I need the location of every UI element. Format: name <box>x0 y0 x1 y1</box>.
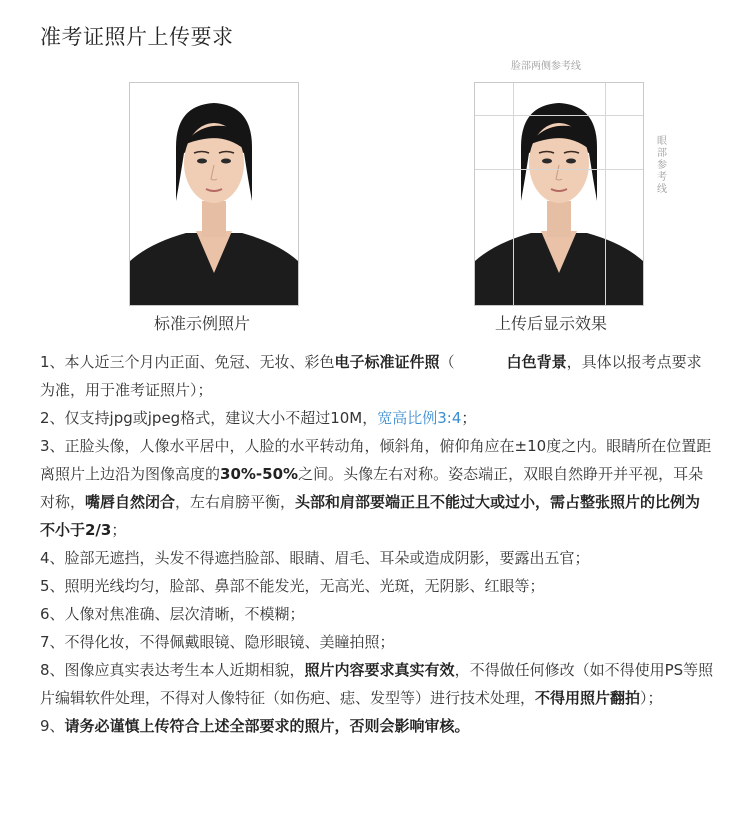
requirement-text: 8、图像应真实表达考生本人近期相貌， <box>40 661 305 679</box>
requirement-emphasis: 不得用照片翻拍 <box>535 689 641 707</box>
requirement-text: ； <box>111 521 127 539</box>
face-guide-line-left <box>513 83 514 305</box>
uploaded-photo-caption: 上传后显示效果 <box>495 314 608 333</box>
page-title: 准考证照片上传要求 <box>40 25 234 49</box>
requirement-text: ； <box>461 409 477 427</box>
requirement-emphasis: 照片内容要求真实有效 <box>304 661 455 679</box>
face-guide-line-right <box>605 83 606 305</box>
requirement-item <box>40 404 715 432</box>
requirement-item: 6、人像对焦准确、层次清晰，不模糊； <box>40 605 305 623</box>
requirement-item <box>40 348 715 404</box>
portrait-illustration <box>475 83 643 305</box>
requirement-emphasis: 30%-50% <box>220 465 299 483</box>
requirement-text: ，不得做任何修改（如不得使用PS等照片编辑软件处理，不得对人像特征（如伤疤、痣、发型等）进行技术处理， <box>40 661 714 707</box>
cropped-header-strip <box>0 0 745 6</box>
requirement-emphasis: 头部和肩部要端正且不能过大或过小，需占整张照片的比例为不小于2/3 <box>40 493 701 539</box>
requirement-text: 之间。头像左右对称。姿态端正，双眼自然睁开并平视，耳朵对称， <box>40 465 704 511</box>
requirement-emphasis: 请务必谨慎上传符合上述全部要求的照片，否则会影响审核。 <box>64 717 470 735</box>
requirement-text: ）； <box>640 689 663 707</box>
requirement-text: （ <box>439 353 455 371</box>
requirements-list <box>40 348 715 740</box>
requirement-text: 3、正脸头像，人像水平居中，人脸的水平转动角，倾斜角，俯仰角应在±10度之内。眼睛所在位置距离照片上边沿为图像高度的 <box>40 437 712 483</box>
requirement-text: 9、 <box>40 717 65 735</box>
requirement-text: 2、仅支持jpg或jpeg格式，建议大小不超过10M， <box>40 409 378 427</box>
requirement-item <box>40 432 715 544</box>
requirement-item: 4、脸部无遮挡，头发不得遮挡脸部、眼睛、眉毛、耳朵或造成阴影，要露出五官； <box>40 549 590 567</box>
requirement-text: 1、本人近三个月内正面、免冠、无妆、彩色 <box>40 353 335 371</box>
requirement-emphasis: 电子标准证件照 <box>334 353 440 371</box>
requirement-item <box>40 712 715 740</box>
aspect-ratio-link[interactable]: 宽高比例3:4 <box>377 409 462 427</box>
requirement-item: 7、不得化妆，不得佩戴眼镜、隐形眼镜、美瞳拍照； <box>40 633 395 651</box>
guide-line-top <box>475 115 643 116</box>
requirement-text: ，左右肩膀平衡， <box>175 493 296 511</box>
portrait-illustration <box>130 83 298 305</box>
standard-photo-caption: 标准示例照片 <box>154 314 251 333</box>
requirement-item <box>40 656 715 712</box>
standard-example-photo <box>129 82 299 306</box>
requirement-emphasis: 嘴唇自然闭合 <box>85 493 176 511</box>
requirement-item: 5、照明光线均匀，脸部、鼻部不能发光，无高光、光斑，无阴影、红眼等； <box>40 577 545 595</box>
uploaded-effect-photo <box>474 82 644 306</box>
eye-guide-line <box>475 169 643 170</box>
requirement-text: ，具体以报考点要求为准，用于准考证照片）； <box>40 353 702 399</box>
face-guide-label: 脸部两侧参考线 <box>511 61 581 72</box>
eye-guide-label: 眼部参考线 <box>657 136 667 195</box>
requirement-emphasis: 白色背景 <box>506 353 567 371</box>
